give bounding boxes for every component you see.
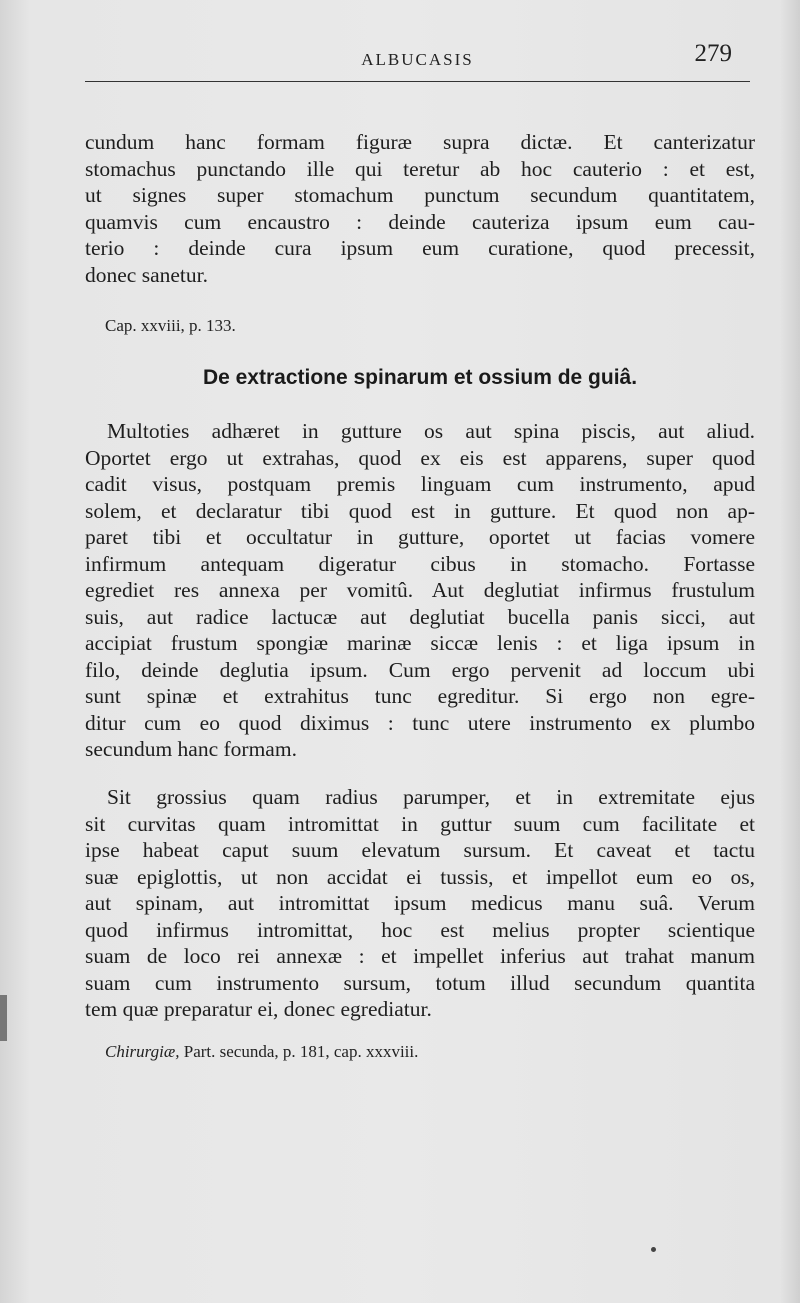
ink-speck: [651, 1247, 656, 1252]
citation-location: Part. secunda, p. 181, cap. xxxviii.: [179, 1042, 419, 1061]
text-line: terio : deinde cura ipsum eum curatione, quod precessit,: [85, 236, 755, 260]
paragraph-continued: [85, 129, 755, 288]
text-line: sunt spinæ et extrahitus tunc egreditur. Si ergo non egre-: [85, 684, 755, 708]
text-line: cundum hanc formam figuræ supra dictæ. Et canterizatur: [85, 130, 755, 154]
text-line: cadit visus, postquam premis linguam cum instrumento, apud: [85, 472, 755, 496]
text-line: infirmum antequam digeratur cibus in stomacho. Fortasse: [85, 551, 755, 576]
text-line: stomachus punctando ille qui teretur ab hoc cauterio : et est,: [85, 156, 755, 181]
citation-reference: [105, 1042, 418, 1062]
citation-work-title: Chirurgiæ,: [105, 1042, 180, 1061]
citation-reference: Cap. xxviii, p. 133.: [105, 316, 236, 335]
paragraph: [85, 784, 755, 1023]
text-line: suam de loco rei annexæ : et impellet inferius aut trahat manum: [85, 944, 755, 968]
text-line: ut signes super stomachum punctum secundum quantitatem,: [85, 183, 755, 207]
text-line: quod infirmus intromittat, hoc est melius propter scientique: [85, 917, 755, 942]
text-line: tem quæ preparatur ei, donec egrediatur.: [85, 997, 432, 1021]
text-line: paret tibi et occultatur in gutture, oportet ut facias vomere: [85, 525, 755, 549]
text-line: sit curvitas quam intromittat in guttur suum cum facilitate et: [85, 811, 755, 836]
text-line: ipse habeat caput suum elevatum sursum. Et caveat et tactu: [85, 838, 755, 862]
text-line: egrediet res annexa per vomitû. Aut deglutiat infirmus frustulum: [85, 578, 755, 602]
text-line: aut spinam, aut intromittat ipsum medicus manu suâ. Verum: [85, 891, 755, 915]
running-head: [85, 40, 750, 80]
running-title: ALBUCASIS: [361, 50, 474, 69]
text-line: suis, aut radice lactucæ aut deglutiat bucella panis sicci, aut: [85, 604, 755, 629]
text-line: Oportet ergo ut extrahas, quod ex eis est apparens, super quod: [85, 445, 755, 470]
text-line: accipiat frustum spongiæ marinæ siccæ lenis : et liga ipsum in: [85, 631, 755, 655]
text-line: suæ epiglottis, ut non accidat ei tussis, et impellot eum eo os,: [85, 864, 755, 889]
page-number: 279: [694, 40, 732, 67]
text-line: quamvis cum encaustro : deinde cauteriza ipsum eum cau-: [85, 209, 755, 234]
section-heading: De extractione spinarum et ossium de guiâ.: [202, 366, 638, 389]
text-line: ditur cum eo quod diximus : tunc utere instrumento ex plumbo: [85, 710, 755, 735]
text-line: suam cum instrumento sursum, totum illud secundum quantita: [85, 970, 755, 995]
paragraph: [85, 418, 755, 763]
text-line: solem, et declaratur tibi quod est in gutture. Et quod non ap-: [85, 498, 755, 523]
text-line: filo, deinde deglutia ipsum. Cum ergo pervenit ad loccum ubi: [85, 657, 755, 682]
text-line: secundum hanc formam.: [85, 737, 297, 761]
text-line: Multoties adhæret in gutture os aut spina piscis, aut aliud.: [107, 419, 755, 443]
header-rule: [85, 81, 750, 82]
page-edge-mark: [0, 995, 7, 1041]
text-line: donec sanetur.: [85, 262, 208, 287]
text-line: Sit grossius quam radius parumper, et in extremitate ejus: [107, 785, 755, 809]
